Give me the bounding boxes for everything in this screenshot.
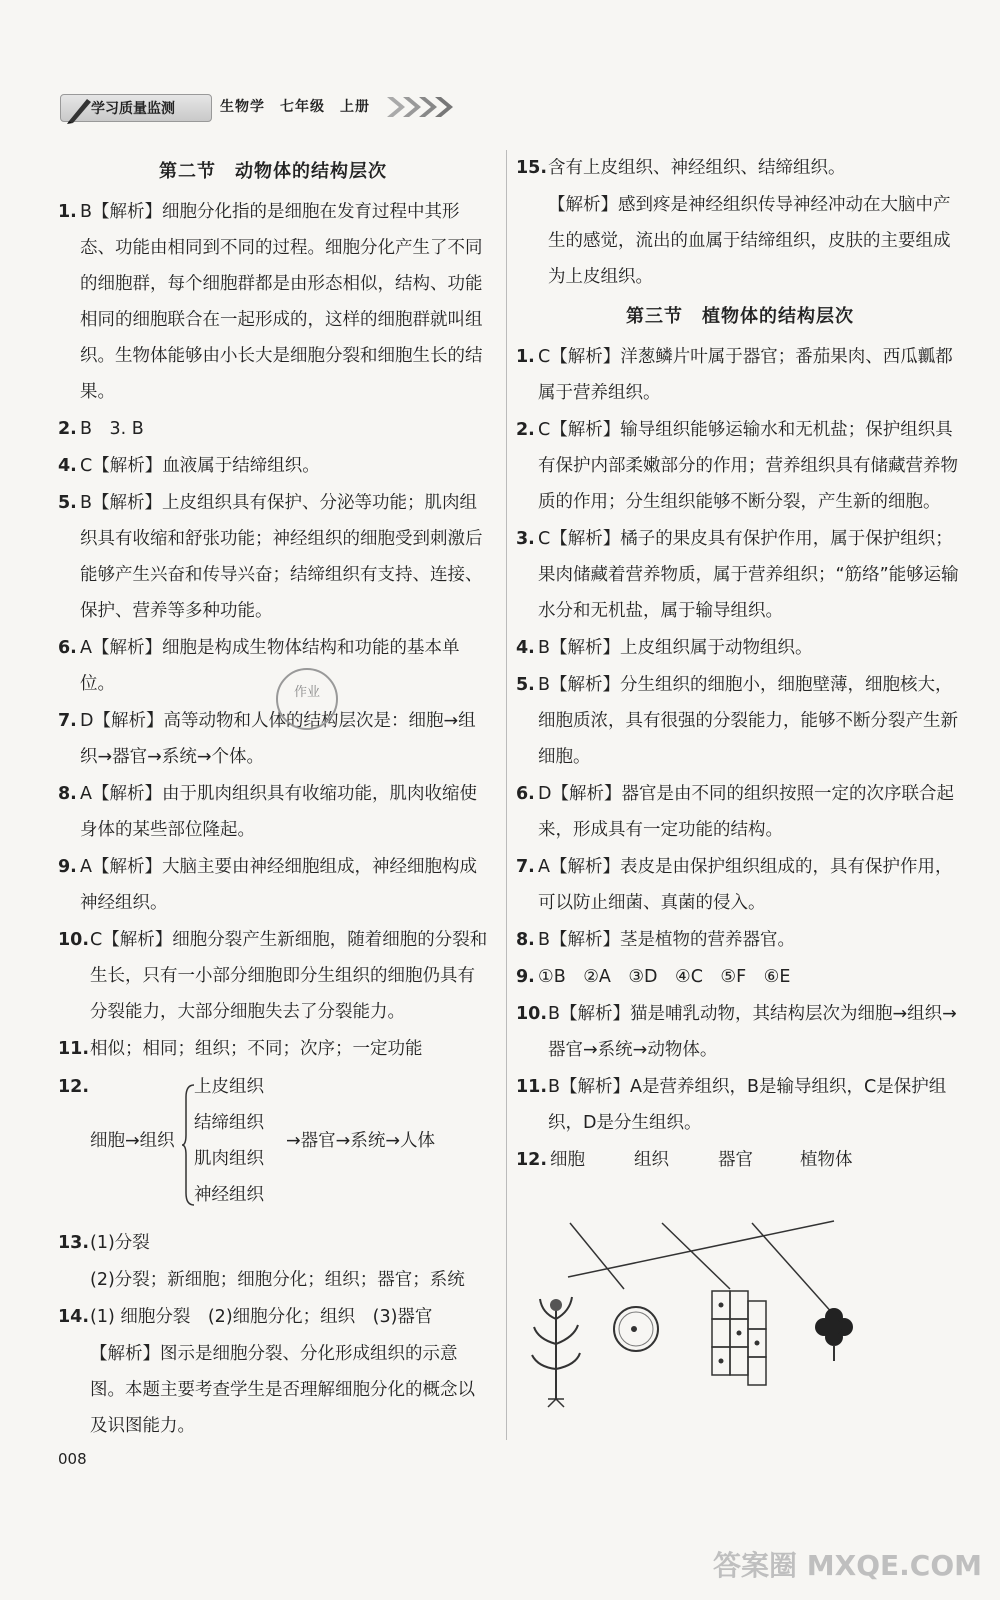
left-column (58, 150, 488, 1445)
plant-illustration (532, 1297, 580, 1407)
subject-title: 生物学 七年级 上册 (220, 99, 370, 115)
answer-item: 1. C【解析】洋葱鳞片叶属于器官；番茄果肉、西瓜瓤都属于营养组织。 (516, 347, 953, 403)
matching-figure (516, 1184, 876, 1434)
match-line (570, 1223, 624, 1289)
answer-item: 9. A【解析】大脑主要由神经细胞组成，神经细胞构成神经组织。 (58, 857, 477, 913)
svg-text:作业: 作业 (293, 685, 321, 700)
answer-item: 【解析】感到疼是神经组织传导神经冲动在大脑中产生的感觉，流出的血属于结缔组织，皮肤的主要组成为上皮组织。 (548, 195, 951, 287)
answer-item: 5. B【解析】分生组织的细胞小，细胞壁薄，细胞核大，细胞质浓，具有很强的分裂能力，能够不断分裂产生新细胞。 (516, 675, 958, 767)
answer-item: 14. (1) 细胞分裂 (2)细胞分化；组织 (3)器官 (58, 1307, 433, 1327)
match-line (568, 1221, 834, 1277)
match-label: 植物体 (800, 1150, 853, 1170)
right-column (516, 150, 964, 1434)
answer-item: 11. 相似；相同；组织；不同；次序；一定功能 (58, 1039, 423, 1059)
match-label: 器官 (718, 1150, 753, 1170)
answer-item: 6. A【解析】细胞是构成生物体结构和功能的基本单位。 (58, 638, 460, 694)
answer-item: 2. C【解析】输导组织能够运输水和无机盐；保护组织具有保护内部柔嫩部分的作用；营养组织具有储藏营养物质的作用；分生组织能够不断分裂，产生新的细胞。 (516, 420, 958, 512)
answer-item: 5. B【解析】上皮组织具有保护、分泌等功能；肌肉组织具有收缩和舒张功能；神经组织的细胞受到刺激后能够产生兴奋和传导兴奋；结缔组织有支持、连接、保护、营养等多种功能。 (58, 493, 483, 621)
page-header (60, 88, 450, 122)
answer-item: 8. B【解析】茎是植物的营养器官。 (516, 930, 796, 950)
match-label: 组织 (634, 1150, 669, 1170)
match-label: 细胞 (550, 1150, 585, 1170)
answer-item: 10. B【解析】猫是哺乳动物，其结构层次为细胞→组织→器官→系统→动物体。 (516, 1004, 957, 1060)
tissue-list (194, 1069, 264, 1213)
watermark-logo: 答案圈 MXQE.COM (713, 1549, 982, 1582)
page-number: 008 (58, 1450, 87, 1468)
column-divider (506, 150, 507, 1440)
answer-item: 4. B【解析】上皮组织属于动物组织。 (516, 638, 813, 658)
answer-item: 15. 含有上皮组织、神经组织、结缔组织。 (516, 158, 846, 178)
answer-item: 2. B 3. B (58, 419, 144, 439)
section-title: 第二节 动物体的结构层次 (159, 161, 387, 182)
answer-item: 9. ①B ②A ③D ④C ⑤F ⑥E (516, 967, 791, 987)
tissue-illustration (712, 1291, 766, 1385)
pen-icon (65, 95, 93, 125)
answer-item: 7. A【解析】表皮是由保护组织组成的，具有保护作用，可以防止细菌、真菌的侵入。 (516, 857, 953, 913)
section-title: 第三节 植物体的结构层次 (626, 306, 854, 327)
question-number: 12. (516, 1150, 548, 1170)
answer-item: (2)分裂；新细胞；细胞分化；组织；器官；系统 (90, 1270, 465, 1290)
answer-item: 13. (1)分裂 (58, 1233, 150, 1253)
answer-item: 6. D【解析】器官是由不同的组织按照一定的次序联合起来，形成具有一定功能的结构。 (516, 784, 954, 840)
answer-item: 7. D【解析】高等动物和人体的结构层次是：细胞→组织→器官→系统→个体。 (58, 711, 476, 767)
answer-item: 10. C【解析】细胞分裂产生新细胞，随着细胞的分裂和生长，只有一小部分细胞即分生组织的细胞仍具有分裂能力，大部分细胞失去了分裂能力。 (58, 930, 488, 1022)
series-title: 学习质量监测 (91, 101, 175, 117)
series-badge (60, 94, 212, 122)
tissue-label: 神经组织 (194, 1185, 264, 1205)
answer-item: 3. C【解析】橘子的果皮具有保护作用，属于保护组织；果肉储藏着营养物质，属于营养组织；“筋络”能够运输水分和无机盐，属于输导组织。 (516, 529, 959, 621)
cell-illustration (614, 1307, 658, 1351)
chevrons-icon (385, 94, 455, 120)
answer-item: 1. B【解析】细胞分化指的是细胞在发育过程中其形态、功能由相同到不同的过程。细胞分化产生了不同的细胞群，每个细胞群都是由形态相似，结构、功能相同的细胞联合在一起形成的，这样的细胞群就叫组织。生物体能够由小长大是细胞分裂和细胞生长的结果。 (58, 202, 483, 402)
tissue-label: 肌肉组织 (194, 1149, 264, 1169)
structure-diagram: 12. 细胞→组织 上皮组织 结缔组织 肌肉组织 神经组织 →器官→系统→人体 (58, 1069, 488, 1219)
answer-item: 11. B【解析】A是营养组织，B是输导组织，C是保护组织，D是分生组织。 (516, 1077, 947, 1133)
flower-illustration (815, 1308, 853, 1361)
answer-item: 4. C【解析】血液属于结缔组织。 (58, 456, 320, 476)
matching-labels (516, 1142, 964, 1178)
tissue-label: 结缔组织 (194, 1113, 264, 1133)
answer-item: 8. A【解析】由于肌肉组织具有收缩功能，肌肉收缩使身体的某些部位隆起。 (58, 784, 477, 840)
diagram-left: 细胞→组织 (90, 1131, 175, 1151)
tissue-label: 上皮组织 (194, 1077, 264, 1097)
diagram-right: →器官→系统→人体 (286, 1131, 435, 1151)
match-line (662, 1223, 730, 1289)
stamp-icon (272, 664, 342, 734)
answer-item: 【解析】图示是细胞分裂、分化形成组织的示意图。本题主要考查学生是否理解细胞分化的概念以及识图能力。 (90, 1344, 475, 1436)
